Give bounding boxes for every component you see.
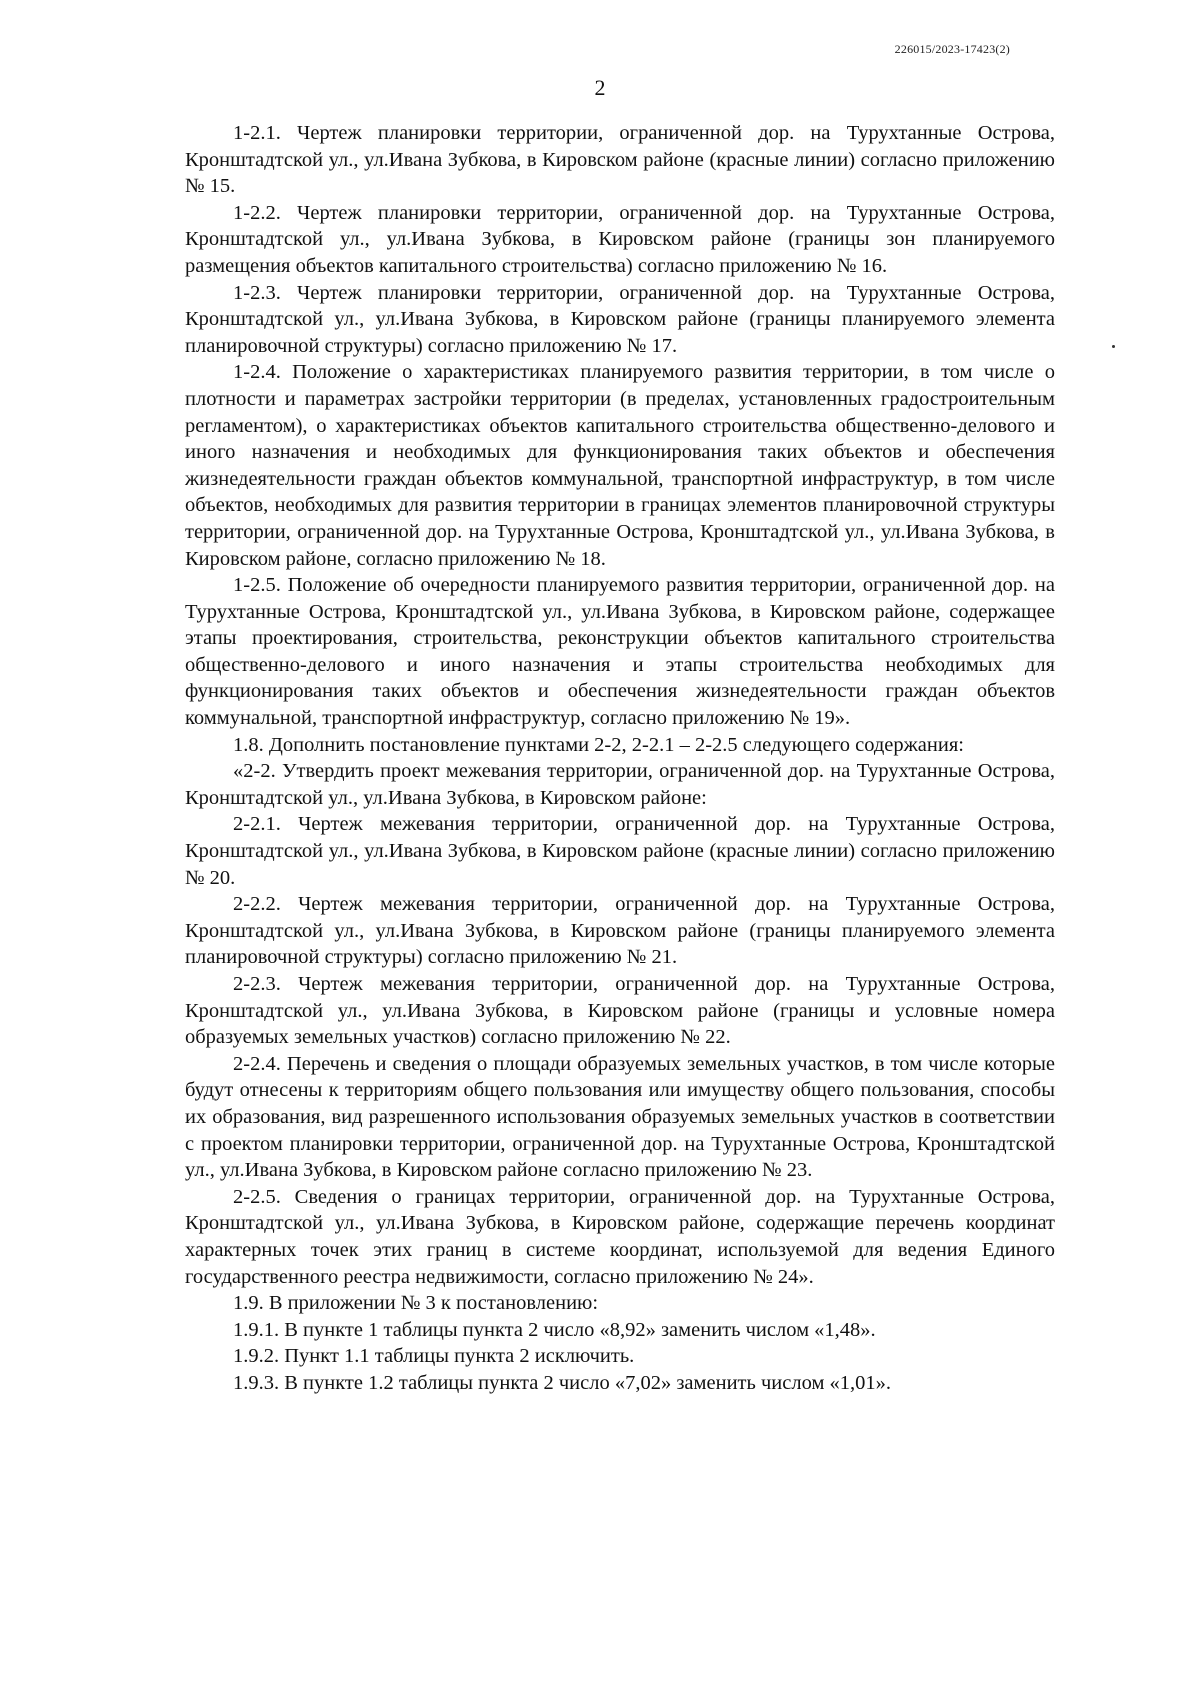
paragraph-2-2: «2-2. Утвердить проект межевания территории, ограниченной дор. на Турухтанные Острова, Кронштадтской ул., ул.Ивана Зубкова, в Кировском районе: [185, 760, 1055, 809]
scan-speck [1112, 345, 1115, 348]
paragraph-1-2-3: 1-2.3. Чертеж планировки территории, ограниченной дор. на Турухтанные Острова, Кронштадтской ул., ул.Ивана Зубкова, в Кировском районе (границы планируемого элемента планировочной структуры) согласно приложению № 17. [185, 281, 1055, 357]
document-registration-number: 226015/2023-17423(2) [894, 42, 1010, 56]
paragraph-2-2-1: 2-2.1. Чертеж межевания территории, ограниченной дор. на Турухтанные Острова, Кронштадтской ул., ул.Ивана Зубкова, в Кировском районе (красные линии) согласно приложению № 20. [185, 813, 1055, 889]
paragraph-1-2-2: 1-2.2. Чертеж планировки территории, ограниченной дор. на Турухтанные Острова, Кронштадтской ул., ул.Ивана Зубкова, в Кировском районе (границы зон планируемого размещения объектов капитального строительства) согласно приложению № 16. [185, 201, 1055, 277]
paragraph-2-2-4: 2-2.4. Перечень и сведения о площади образуемых земельных участков, в том числе которые будут отнесены к территориям общего пользования или имуществу общего пользования, способы их образования, вид разрешенного использования образуемых земельных участков в соответствии с проектом планировки территории, ограниченной дор. на Турухтанные Острова, Кронштадтской ул., ул.Ивана Зубкова, в Кировском районе согласно приложению № 23. [185, 1052, 1055, 1182]
paragraph-2-2-2: 2-2.2. Чертеж межевания территории, ограниченной дор. на Турухтанные Острова, Кронштадтской ул., ул.Ивана Зубкова, в Кировском районе (границы планируемого элемента планировочной структуры) согласно приложению № 21. [185, 893, 1055, 969]
paragraph-2-2-5: 2-2.5. Сведения о границах территории, ограниченной дор. на Турухтанные Острова, Кронштадтской ул., ул.Ивана Зубкова, в Кировском районе, содержащие перечень координат характерных точек этих границ в системе координат, используемой для ведения Единого государственного реестра недвижимости, согласно приложению № 24». [185, 1185, 1055, 1288]
paragraph-1-9-2: 1.9.2. Пункт 1.1 таблицы пункта 2 исключить. [233, 1345, 635, 1368]
document-body [185, 120, 1055, 1397]
paragraph-1-2-1: 1-2.1. Чертеж планировки территории, ограниченной дор. на Турухтанные Острова, Кронштадтской ул., ул.Ивана Зубкова, в Кировском районе (красные линии) согласно приложению № 15. [185, 122, 1055, 198]
paragraph-1-2-4: 1-2.4. Положение о характеристиках планируемого развития территории, в том числе о плотности и параметрах застройки территории (в пределах, установленных градостроительным регламентом), о характеристиках объектов капитального строительства общественно-делового и иного назначения и необходимых для функционирования таких объектов и обеспечения жизнедеятельности граждан объектов коммунальной, транспортной инфраструктур, в том числе объектов, необходимых для развития территории в границах элементов планировочной структуры территории, ограниченной дор. на Турухтанные Острова, Кронштадтской ул., ул.Ивана Зубкова, в Кировском районе, согласно приложению № 18. [185, 361, 1055, 570]
paragraph-1-9-3: 1.9.3. В пункте 1.2 таблицы пункта 2 число «7,02» заменить числом «1,01». [233, 1371, 892, 1394]
paragraph-1-9: 1.9. В приложении № 3 к постановлению: [233, 1292, 599, 1315]
paragraph-1-8: 1.8. Дополнить постановление пунктами 2-2, 2-2.1 – 2-2.5 следующего содержания: [233, 733, 964, 756]
paragraph-1-2-5: 1-2.5. Положение об очередности планируемого развития территории, ограниченной дор. на Турухтанные Острова, Кронштадтской ул., ул.Ивана Зубкова, в Кировском районе, содержащее этапы проектирования, строительства, реконструкции объектов капитального строительства общественно-делового и иного назначения и этапы строительства необходимых для функционирования таких объектов и обеспечения жизнедеятельности граждан объектов коммунальной, транспортной инфраструктур, согласно приложению № 19». [185, 574, 1055, 730]
paragraph-1-9-1: 1.9.1. В пункте 1 таблицы пункта 2 число «8,92» заменить числом «1,48». [233, 1318, 876, 1341]
page-number: 2 [594, 75, 606, 100]
paragraph-2-2-3: 2-2.3. Чертеж межевания территории, ограниченной дор. на Турухтанные Острова, Кронштадтской ул., ул.Ивана Зубкова, в Кировском районе (границы и условные номера образуемых земельных участков) согласно приложению № 22. [185, 973, 1055, 1049]
